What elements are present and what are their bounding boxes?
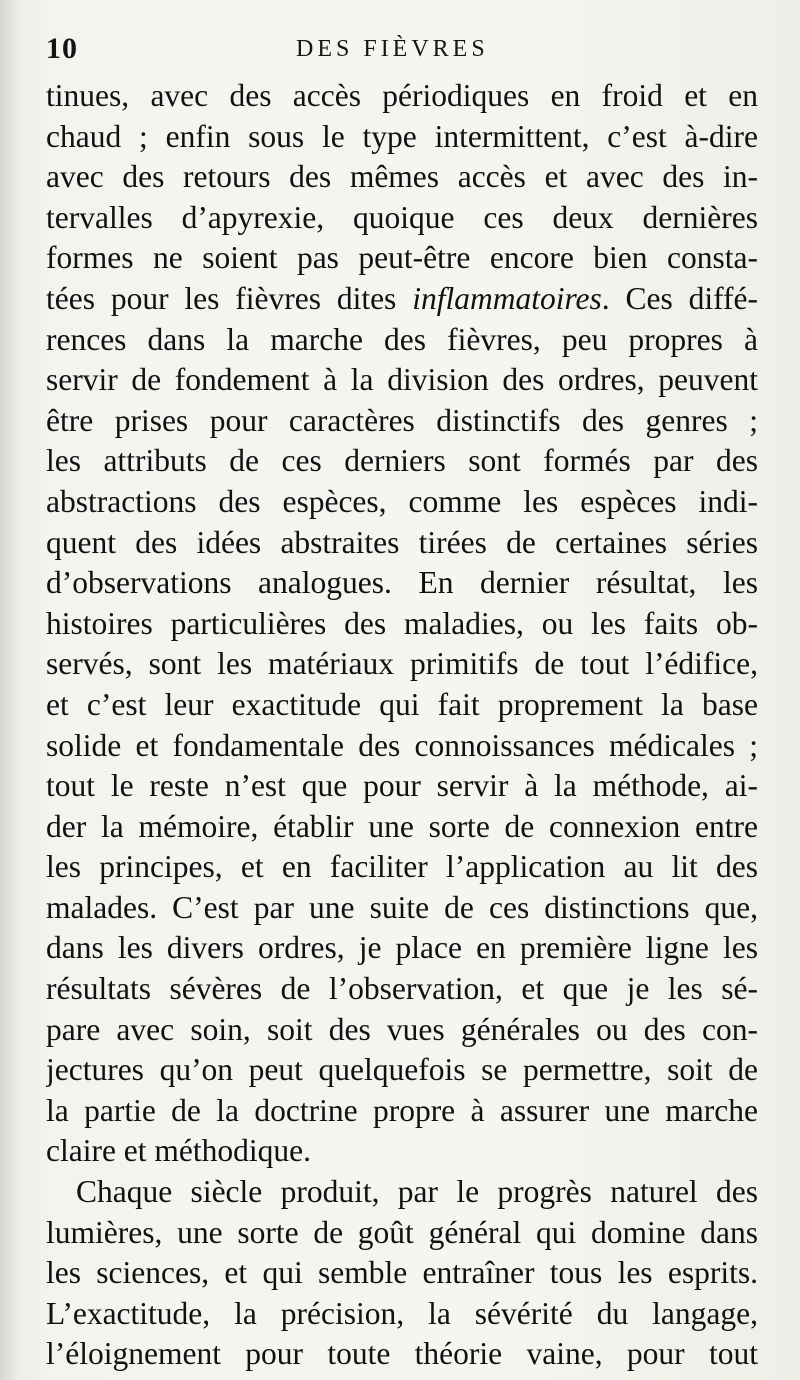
text-line: servir de fondement à la division des ordres, peuvent — [46, 362, 758, 398]
text-line: résultats sévères de l’observation, et que je les sé- — [46, 971, 758, 1007]
text-line: rences dans la marche des fièvres, peu propres à — [46, 321, 758, 357]
page-gutter-shadow — [0, 0, 18, 1380]
text-line: malades. C’est par une suite de ces distinctions que, — [46, 889, 758, 925]
text-line-with-italic — [46, 279, 758, 320]
text-line: les sciences, et qui semble entraîner tous les esprits. — [46, 1255, 758, 1291]
text-line: être prises pour caractères distinctifs des genres ; — [46, 402, 758, 438]
page-number: 10 — [46, 32, 78, 65]
text-span: tées pour les fièvres dites — [46, 280, 413, 316]
text-line: chaud ; enfin sous le type intermittent, c’est à-dire — [46, 118, 758, 154]
text-line: histoires particulières des maladies, ou les faits ob- — [46, 605, 758, 641]
text-line: jectures qu’on peut quelquefois se permettre, soit de — [46, 1052, 758, 1088]
text-line: tervalles d’apyrexie, quoique ces deux dernières — [46, 199, 758, 235]
text-line: L’exactitude, la précision, la sévérité du langage, — [46, 1295, 758, 1331]
text-line: pare avec soin, soit des vues générales ou des con- — [46, 1011, 758, 1047]
text-line: der la mémoire, établir une sorte de connexion entre — [46, 808, 758, 844]
running-head: DES FIÈVRES — [296, 36, 489, 62]
text-line: l’éloignement pour toute théorie vaine, pour tout — [46, 1336, 758, 1372]
text-line: et c’est leur exactitude qui fait proprement la base — [46, 686, 758, 722]
text-line: tinues, avec des accès périodiques en froid et en — [46, 78, 758, 113]
text-line: d’observations analogues. En dernier résultat, les — [46, 565, 758, 601]
text-span: . Ces diffé- — [601, 280, 758, 316]
text-line: abstractions des espèces, comme les espèces indi- — [46, 483, 758, 519]
text-line: avec des retours des mêmes accès et avec des in- — [46, 159, 758, 195]
text-line: claire et méthodique. — [46, 1133, 312, 1169]
text-line: les principes, et en faciliter l’application au lit des — [46, 849, 758, 885]
text-line: formes ne soient pas peut-être encore bien consta- — [46, 240, 758, 276]
text-line: les attributs de ces derniers sont formés par des — [46, 443, 758, 479]
text-line: solide et fondamentale des connoissances médicales ; — [46, 727, 758, 763]
body-text — [46, 76, 758, 1375]
paragraph-1 — [46, 76, 758, 1172]
text-line: lumières, une sorte de goût général qui domine dans — [46, 1214, 758, 1250]
page-header — [46, 30, 756, 74]
text-line: servés, sont les matériaux primitifs de tout l’édifice, — [46, 646, 758, 682]
italic-term: inflammatoires — [412, 280, 602, 316]
text-line: dans les divers ordres, je place en première ligne les — [46, 930, 758, 966]
text-line: Chaque siècle produit, par le progrès naturel des — [76, 1174, 758, 1210]
text-line: la partie de la doctrine propre à assurer une marche — [46, 1092, 758, 1128]
text-line: quent des idées abstraites tirées de certaines séries — [46, 524, 758, 560]
paragraph-2 — [46, 1172, 758, 1375]
text-line: tout le reste n’est que pour servir à la méthode, ai- — [46, 768, 758, 804]
